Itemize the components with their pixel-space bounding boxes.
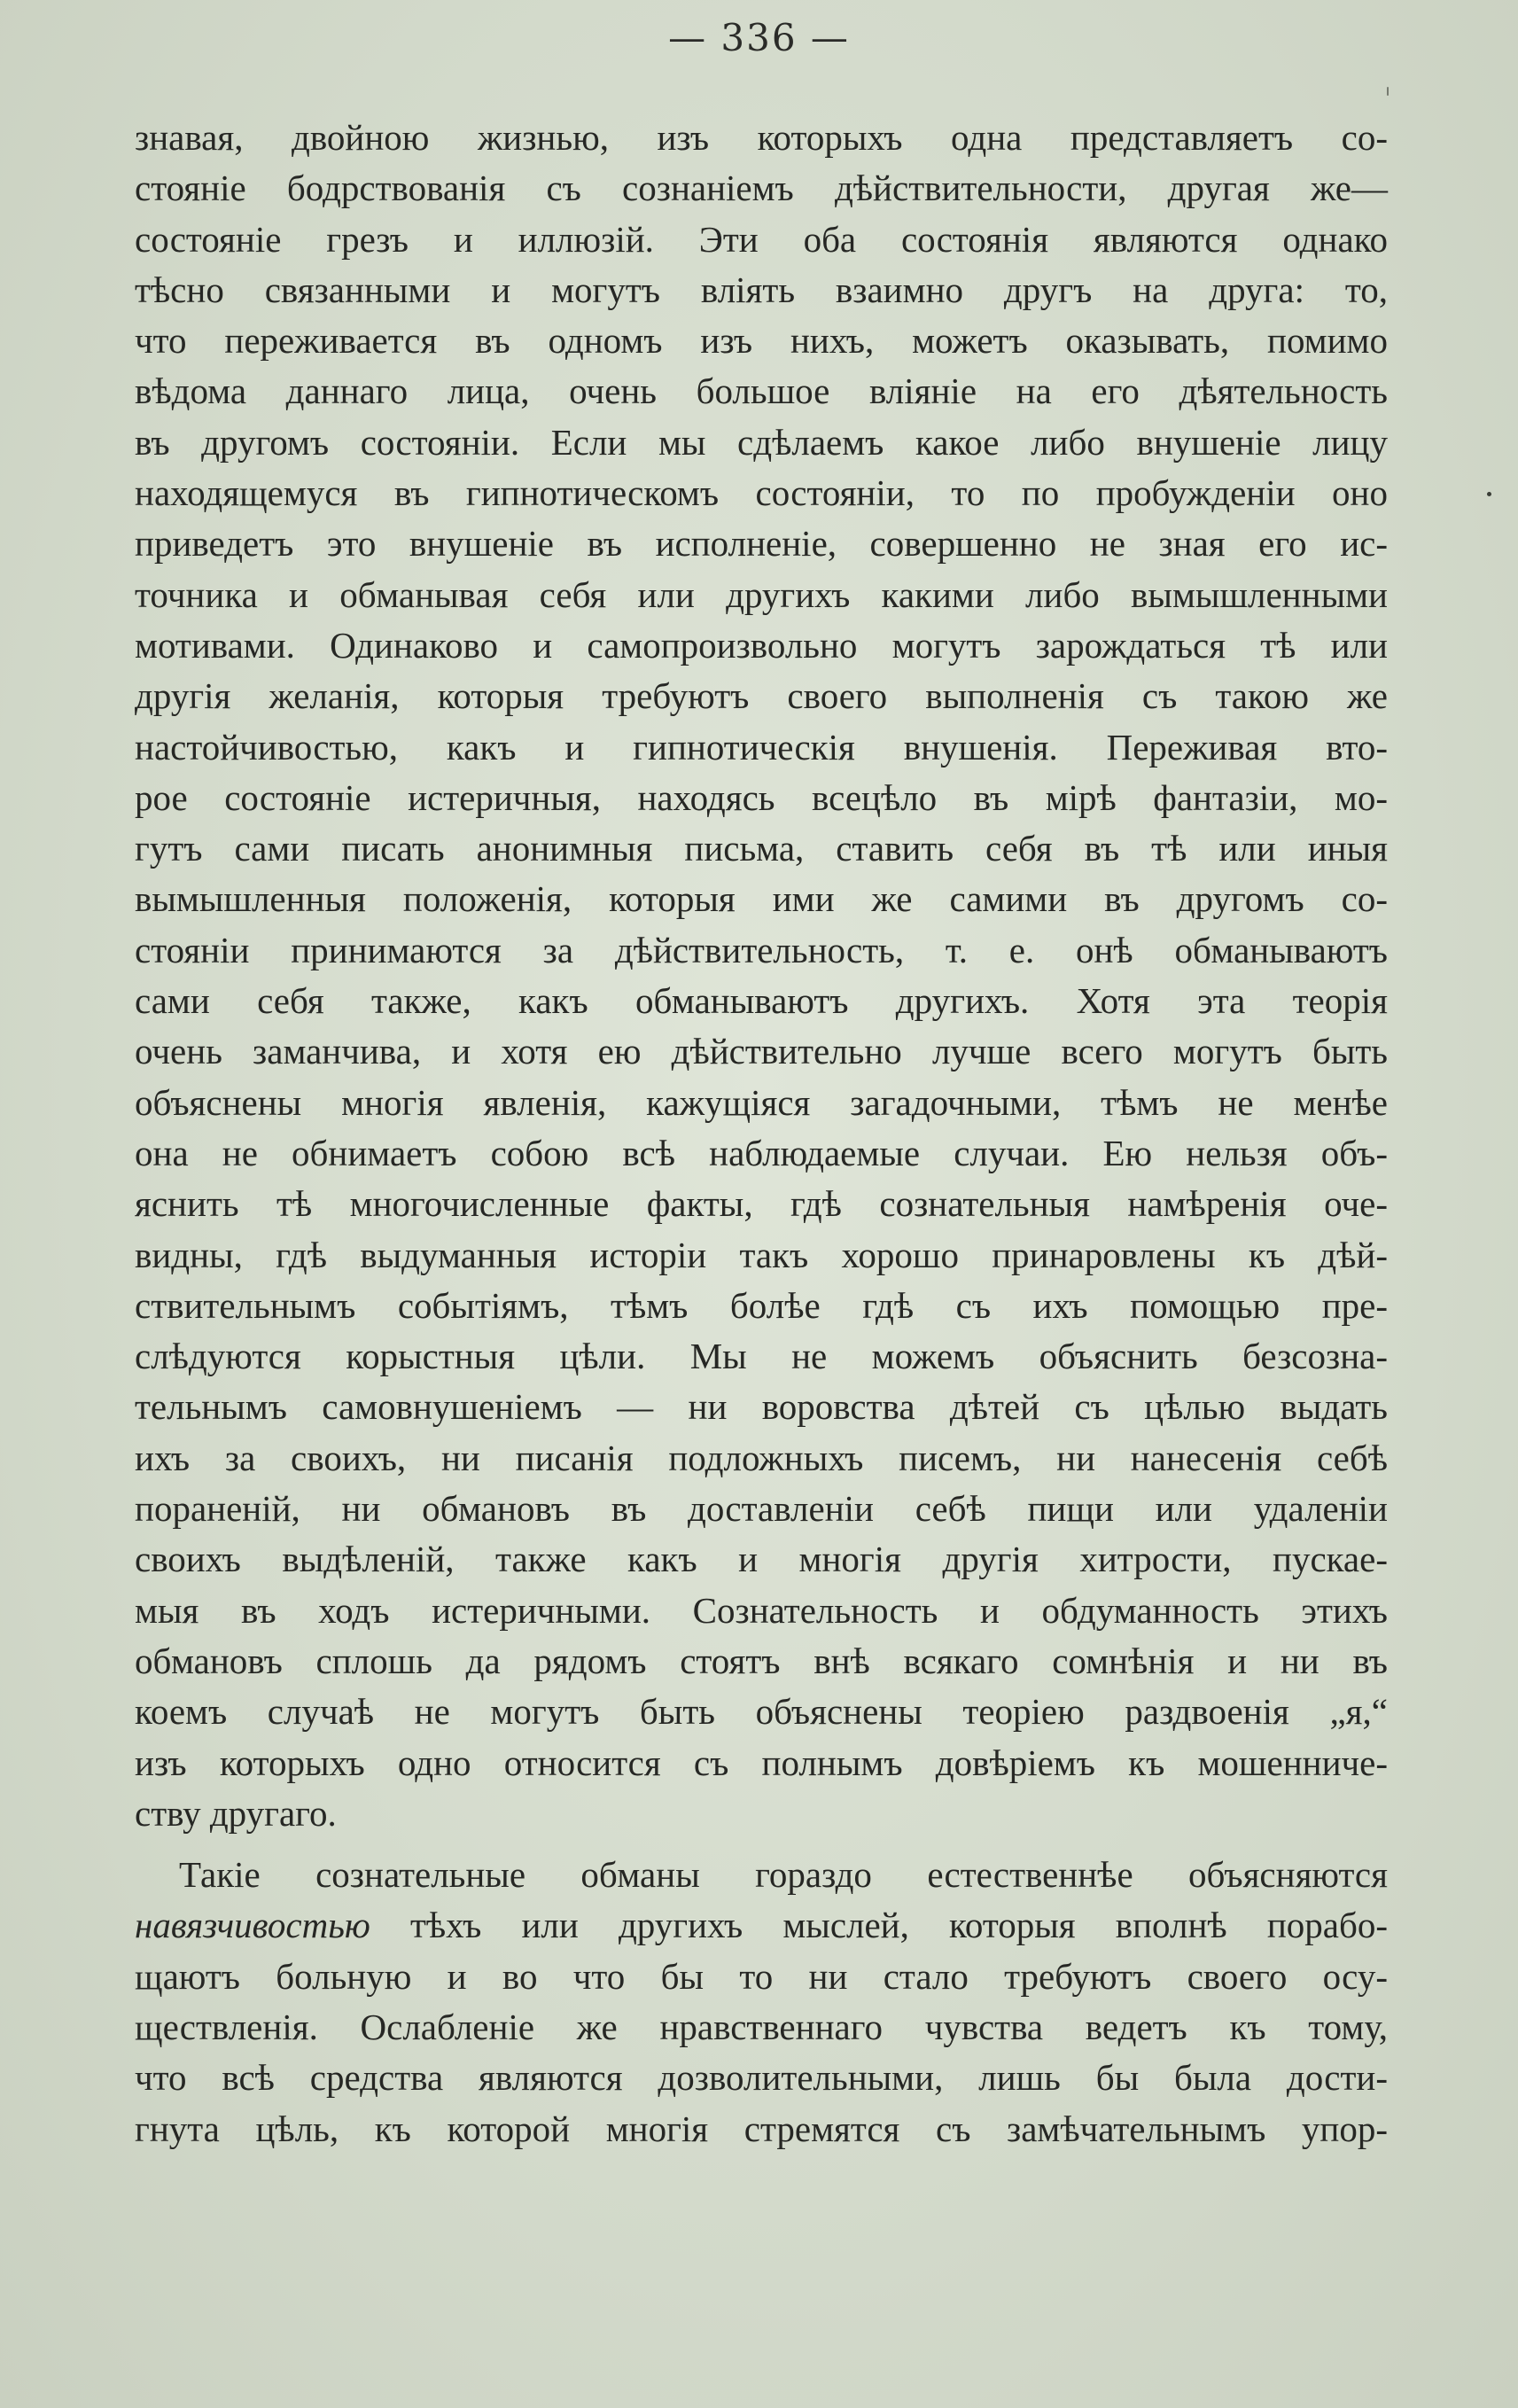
scan-speck (1487, 492, 1491, 496)
text-line: стояніе бодрствованія съ сознаніемъ дѣйствительности, другая же— (135, 168, 1388, 209)
text-line: состояніе грезъ и иллюзій. Эти оба состоянія являются однако (135, 218, 1388, 260)
emphasis-text: навязчивостью (135, 1905, 370, 1946)
text-line: знавая, двойною жизнью, изъ которыхъ одна представляетъ со- (135, 117, 1388, 158)
paragraph-2 (135, 1850, 1388, 2155)
text-line: ствительнымъ событіямъ, тѣмъ болѣе гдѣ съ ихъ помощью пре- (135, 1284, 1388, 1326)
text-fragment: тѣхъ или другихъ мыслей, которыя вполнѣ порабо- (370, 1905, 1388, 1946)
paragraph-1 (135, 113, 1388, 1839)
text-line (135, 1900, 1388, 1951)
text-line: ихъ за своихъ, ни писанія подложныхъ писемъ, ни нанесенія себѣ (135, 1437, 1388, 1478)
text-line: находящемуся въ гипнотическомъ состояніи, то по пробужденіи оно (135, 472, 1388, 514)
paragraph-gap (135, 1839, 1388, 1850)
text-line: тѣсно связанными и могутъ вліять взаимно другъ на друга: то, (135, 269, 1388, 310)
text-line: точника и обманывая себя или другихъ какими либо вымышленными (135, 573, 1388, 615)
text-line: сами себя также, какъ обманываютъ другихъ. Хотя эта теорія (135, 980, 1388, 1022)
text-line: что переживается въ одномъ изъ нихъ, можетъ оказывать, помимо (135, 320, 1388, 362)
text-line: своихъ выдѣленій, также какъ и многія другія хитрости, пускае- (135, 1539, 1388, 1580)
text-line: что всѣ средства являются дозволительными, лишь бы была дости- (135, 2057, 1388, 2099)
text-line: вѣдома даннаго лица, очень большое вліяніе на его дѣятельность (135, 370, 1388, 412)
text-line: ществленія. Ослабленіе же нравственнаго чувства ведетъ къ тому, (135, 2006, 1388, 2047)
text-line: другія желанія, которыя требуютъ своего выполненія съ такою же (135, 675, 1388, 717)
text-line: пораненій, ни обмановъ въ доставленіи себѣ пищи или удаленіи (135, 1488, 1388, 1530)
text-line: мотивами. Одинаково и самопроизвольно могутъ зарождаться тѣ или (135, 624, 1388, 666)
text-line: вымышленныя положенія, которыя ими же самими въ другомъ со- (135, 878, 1388, 920)
text-line: въ другомъ состояніи. Если мы сдѣлаемъ какое либо внушеніе лицу (135, 421, 1388, 463)
body-text (135, 113, 1388, 2155)
text-line: коемъ случаѣ не могутъ быть объяснены теоріею раздвоенія „я,“ (135, 1691, 1388, 1733)
text-line: мыя въ ходъ истеричными. Сознательность и обдуманность этихъ (135, 1589, 1388, 1631)
text-line: рое состояніе истеричныя, находясь всецѣло въ мірѣ фантазіи, мо- (135, 776, 1388, 818)
text-line: гнута цѣль, къ которой многія стремятся съ замѣчательнымъ упор- (135, 2108, 1388, 2149)
text-line: ству другаго. (135, 1792, 337, 1834)
text-line: видны, гдѣ выдуманныя исторіи такъ хорошо принаровлены къ дѣй- (135, 1234, 1388, 1275)
text-line: настойчивостью, какъ и гипнотическія внушенія. Переживая вто- (135, 726, 1388, 768)
text-line: тельнымъ самовнушеніемъ — ни воровства дѣтей съ цѣлью выдать (135, 1386, 1388, 1428)
text-line: очень заманчива, и хотя ею дѣйствительно лучше всего могутъ быть (135, 1031, 1388, 1072)
text-line: гутъ сами писать анонимныя письма, ставить себя въ тѣ или иныя (135, 828, 1388, 869)
text-line: изъ которыхъ одно относится съ полнымъ довѣріемъ къ мошенниче- (135, 1742, 1388, 1783)
scan-speck (1387, 87, 1389, 96)
text-line: слѣдуются корыстныя цѣли. Мы не можемъ объяснить безсозна- (135, 1336, 1388, 1377)
page-number: — 336 — (668, 16, 850, 59)
text-line: объяснены многія явленія, кажущіяся загадочными, тѣмъ не менѣе (135, 1081, 1388, 1123)
text-line: щаютъ больную и во что бы то ни стало требуютъ своего осу- (135, 1955, 1388, 1997)
text-line: приведетъ это внушеніе въ исполненіе, совершенно не зная его ис- (135, 523, 1388, 565)
text-line: яснить тѣ многочисленные факты, гдѣ сознательныя намѣренія оче- (135, 1183, 1388, 1225)
text-line: она не обнимаетъ собою всѣ наблюдаемые случаи. Ею нельзя объ- (135, 1132, 1388, 1173)
text-line: стояніи принимаются за дѣйствительность, т. е. онѣ обманываютъ (135, 929, 1388, 970)
text-line: Такіе сознательные обманы гораздо естественнѣе объясняются (179, 1854, 1388, 1896)
text-line: обмановъ сплошь да рядомъ стоятъ внѣ всякаго сомнѣнія и ни въ (135, 1640, 1388, 1681)
